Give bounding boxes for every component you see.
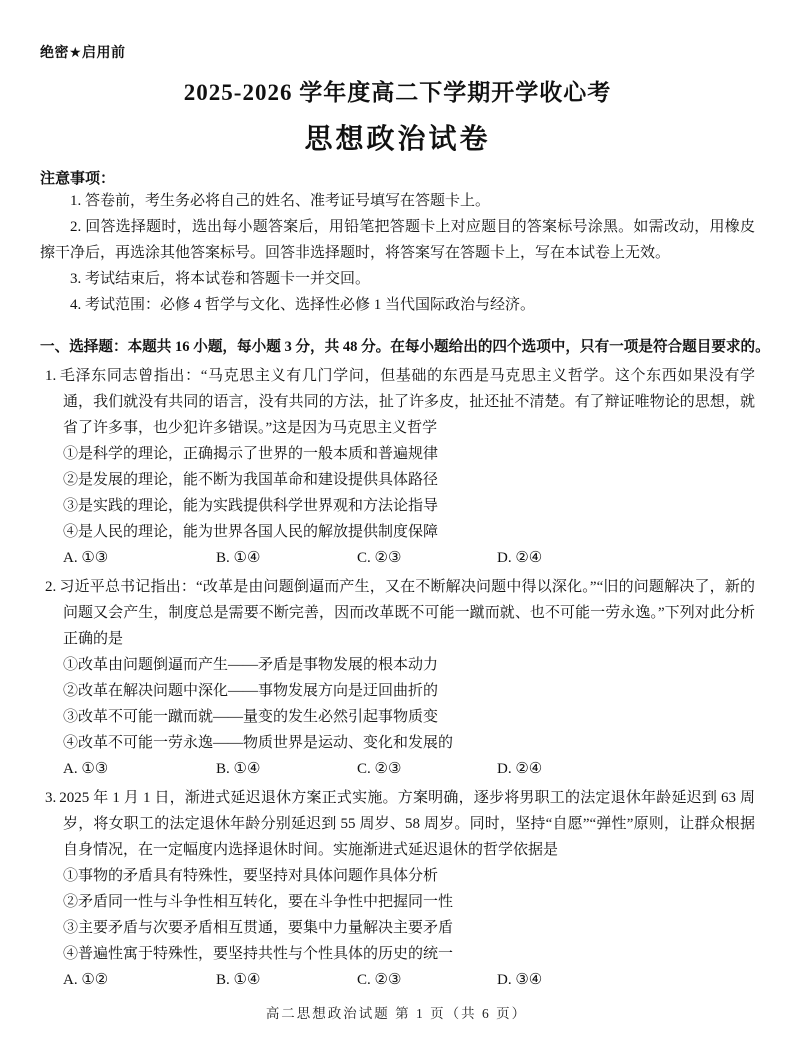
question-2 (45, 574, 755, 782)
question-3-number: 3. (45, 790, 57, 806)
question-1-choice-b: B. ①④ (216, 550, 261, 566)
question-3 (45, 785, 755, 993)
question-1-choices (63, 545, 755, 571)
question-1-stem-text: 毛泽东同志曾指出：“马克思主义有几门学问，但基础的东西是马克思主义哲学。这个东西如果没有学通，我们就没有共同的语言，没有共同的方法，扯了许多皮，扯还扯不清楚。有了辩证唯物论的思想，就省了许多事，也少犯许多错误。”这是因为马克思主义哲学 (59, 368, 755, 436)
question-2-item-4: ④改革不可能一劳永逸——物质世界是运动、变化和发展的 (63, 735, 454, 751)
question-1 (45, 363, 755, 571)
question-2-item-2: ②改革在解决问题中深化——事物发展方向是迂回曲折的 (63, 683, 439, 699)
question-3-choice-b: B. ①④ (216, 972, 261, 988)
notice-item-3: 3. 考试结束后，将本试卷和答题卡一并交回。 (70, 271, 371, 287)
question-1-choice-d: D. ②④ (497, 550, 543, 566)
question-3-choice-c: C. ②③ (357, 972, 402, 988)
notice-item-2: 2. 回答选择题时，选出每小题答案后，用铅笔把答题卡上对应题目的答案标号涂黑。如需改动，用橡皮擦干净后，再选涂其他答案标号。回答非选择题时，将答案写在答题卡上，写在本试卷上无效。 (40, 219, 755, 261)
question-3-choice-a: A. ①② (63, 972, 109, 988)
question-1-choice-a: A. ①③ (63, 550, 109, 566)
notice-item-4: 4. 考试范围：必修 4 哲学与文化、选择性必修 1 当代国际政治与经济。 (70, 297, 536, 313)
question-2-choices (63, 756, 755, 782)
question-1-item-3: ③是实践的理论，能为实践提供科学世界观和方法论指导 (63, 498, 439, 514)
question-2-number: 2. (45, 579, 57, 595)
question-2-choice-d: D. ②④ (497, 761, 543, 777)
question-2-item-3: ③改革不可能一蹴而就——量变的发生必然引起事物质变 (63, 709, 439, 725)
question-3-choice-d: D. ③④ (497, 972, 543, 988)
question-3-stem (45, 785, 755, 863)
page-footer: 高二思想政治试题 第 1 页（共 6 页） (265, 1006, 528, 1021)
question-1-item-4: ④是人民的理论，能为世界各国人民的解放提供制度保障 (63, 524, 439, 540)
question-3-item-3: ③主要矛盾与次要矛盾相互贯通，要集中力量解决主要矛盾 (63, 920, 454, 936)
question-1-number: 1. (45, 368, 57, 384)
question-2-item-1: ①改革由问题倒逼而产生——矛盾是事物发展的根本动力 (63, 657, 439, 673)
question-1-item-2: ②是发展的理论，能不断为我国革命和建设提供具体路径 (63, 472, 439, 488)
question-2-stem-text: 习近平总书记指出：“改革是由问题倒逼而产生，又在不断解决问题中得以深化。”“旧的问题解决了，新的问题又会产生，制度总是需要不断完善，因而改革既不可能一蹴而就、也不可能一劳永逸。”下列对此分析正确的是 (59, 579, 755, 647)
question-3-stem-text: 2025 年 1 月 1 日，渐进式延迟退休方案正式实施。方案明确，逐步将男职工的法定退休年龄延迟到 63 周岁，将女职工的法定退休年龄分别延迟到 55 周岁、58 周岁。同时，坚持“自愿”“弹性”原则，让群众根据自身情况，在一定幅度内选择退休时间。实施渐进式延迟退休的哲学依据是 (59, 790, 755, 858)
question-3-choices (63, 967, 755, 993)
exam-title-line2: 思想政治试卷 (304, 124, 491, 155)
question-1-item-1: ①是科学的理论，正确揭示了世界的一般本质和普遍规律 (63, 446, 439, 462)
question-3-item-4: ④普遍性寓于特殊性，要坚持共性与个性具体的历史的统一 (63, 946, 454, 962)
question-2-choice-b: B. ①④ (216, 761, 261, 777)
secrecy-label: 绝密★启用前 (40, 44, 126, 60)
section-1-heading: 一、选择题：本题共 16 小题，每小题 3 分，共 48 分。在每小题给出的四个选项中，只有一项是符合题目要求的。 (40, 339, 770, 355)
question-2-choice-c: C. ②③ (357, 761, 402, 777)
question-2-choice-a: A. ①③ (63, 761, 109, 777)
question-1-stem (45, 363, 755, 441)
notice-item-1: 1. 答卷前，考生务必将自己的姓名、准考证号填写在答题卡上。 (70, 193, 491, 209)
exam-title-line1: 2025-2026 学年度高二下学期开学收心考 (183, 80, 612, 105)
notices-heading: 注意事项： (40, 170, 116, 187)
question-3-item-1: ①事物的矛盾具有特殊性，要坚持对具体问题作具体分析 (63, 868, 439, 884)
question-1-choice-c: C. ②③ (357, 550, 402, 566)
question-3-item-2: ②矛盾同一性与斗争性相互转化，要在斗争性中把握同一性 (63, 894, 454, 910)
question-2-stem (45, 574, 755, 652)
